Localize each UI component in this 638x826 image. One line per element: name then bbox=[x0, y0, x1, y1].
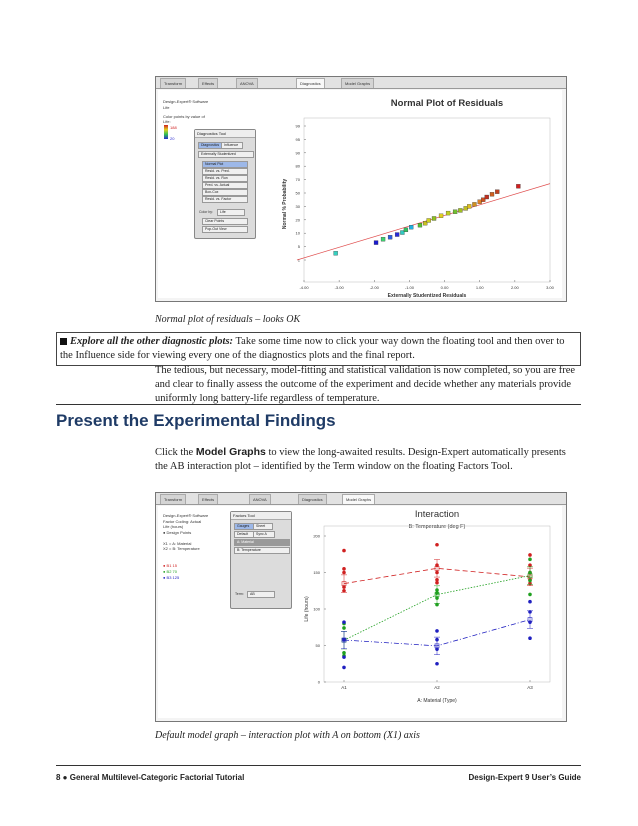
residual-point bbox=[516, 184, 520, 188]
residual-point bbox=[395, 233, 399, 237]
y-tick-label: 5 bbox=[297, 244, 300, 250]
resid-vs-run-button[interactable]: Resid. vs. Run bbox=[202, 175, 248, 182]
model-info-line: ● Design Points bbox=[163, 529, 192, 535]
x-tick-label: 1.00 bbox=[475, 285, 484, 290]
color-points-label: Color points by value of bbox=[163, 114, 205, 119]
residual-point bbox=[418, 223, 422, 227]
design-point bbox=[435, 603, 439, 607]
y-tick-label: 90 bbox=[295, 150, 300, 156]
tab-effects[interactable]: Effects bbox=[198, 78, 218, 88]
term-label: Term: bbox=[235, 592, 244, 596]
residual-point bbox=[490, 192, 494, 196]
x-axis-label: Externally Studentized Residuals bbox=[387, 293, 467, 298]
tab-effects-2[interactable]: Effects bbox=[198, 494, 218, 504]
legend-label: B2 70 bbox=[166, 569, 177, 574]
pred-vs-actual-button[interactable]: Pred. vs. Actual bbox=[202, 182, 248, 189]
caption-normal-plot: Normal plot of residuals – looks OK bbox=[155, 314, 301, 325]
para2-bold: Model Graphs bbox=[195, 446, 266, 458]
x-tick-label: -1.00 bbox=[404, 285, 414, 290]
tab-model-graphs[interactable]: Model Graphs bbox=[341, 78, 374, 88]
design-point bbox=[342, 666, 346, 670]
box-cox-button[interactable]: Box-Cox bbox=[202, 189, 248, 196]
residual-point bbox=[485, 195, 489, 199]
x-tick-label: -4.00 bbox=[299, 285, 309, 290]
model-info bbox=[163, 513, 208, 552]
tab-diagnostics[interactable]: Diagnostics bbox=[296, 78, 325, 88]
y-axis-label: Life (hours) bbox=[304, 596, 310, 622]
y-tick-label: 30 bbox=[295, 203, 300, 209]
residual-point bbox=[472, 202, 476, 206]
y-tick-label: 95 bbox=[295, 136, 300, 142]
tab-anova[interactable]: ANOVA bbox=[236, 78, 258, 88]
model-info-line: Life (hours) bbox=[163, 524, 184, 529]
color-var-label: Life: bbox=[163, 119, 171, 124]
design-point bbox=[528, 600, 532, 604]
para2-post: to view the long-awaited results. Design-Expert automatically presents the AB interaction plot – identified by the Term window on the floating Factors Tool. bbox=[155, 447, 566, 472]
tip-icon bbox=[60, 338, 67, 345]
residual-point bbox=[453, 210, 457, 214]
residual-point bbox=[467, 204, 471, 208]
x-tick-label: 0.00 bbox=[440, 285, 449, 290]
design-point bbox=[528, 553, 532, 557]
tip-title: Explore all the other diagnostic plots: bbox=[70, 336, 234, 347]
interaction-chart bbox=[286, 506, 562, 718]
model-info-line: Design-Expert® Software bbox=[163, 513, 209, 518]
residual-point bbox=[381, 237, 385, 241]
factor-a-row[interactable]: A: Material bbox=[234, 539, 290, 546]
y-tick-label: 80 bbox=[295, 163, 300, 169]
y-tick-label: 70 bbox=[295, 177, 300, 183]
clear-points-button[interactable]: Clear Points bbox=[202, 218, 248, 225]
legend-dot-icon: ● bbox=[163, 569, 167, 574]
design-point bbox=[342, 567, 346, 571]
color-by-label: Color by: bbox=[199, 210, 214, 214]
y-tick-label: 200 bbox=[313, 533, 320, 539]
y-axis-label: Normal % Probability bbox=[282, 178, 288, 230]
y-tick-label: 150 bbox=[313, 570, 320, 575]
x-tick-label: 2.00 bbox=[510, 285, 519, 290]
factors-tool-title: Factors Tool bbox=[231, 512, 291, 520]
residual-point bbox=[404, 228, 408, 232]
residual-type-select[interactable]: Externally Studentized bbox=[198, 151, 254, 158]
y-tick-label: 10 bbox=[295, 230, 300, 236]
normal-plot-frame bbox=[304, 118, 550, 282]
footer-left: 8 ● General Multilevel-Categoric Factorial Tutorial bbox=[56, 773, 245, 782]
design-point bbox=[342, 655, 346, 659]
design-point bbox=[342, 571, 346, 575]
design-point bbox=[435, 662, 439, 666]
normal-plot-chart bbox=[276, 90, 562, 298]
design-point bbox=[342, 620, 346, 624]
design-point bbox=[528, 620, 532, 624]
resid-vs-factor-button[interactable]: Resid. vs. Factor bbox=[202, 196, 248, 203]
normal-plot-title: Normal Plot of Residuals bbox=[390, 98, 504, 109]
color-legend-bar bbox=[164, 125, 168, 139]
interaction-legend bbox=[163, 563, 179, 581]
caption-interaction-plot: Default model graph – interaction plot with A on bottom (X1) axis bbox=[155, 730, 420, 741]
design-point bbox=[435, 571, 439, 575]
design-point bbox=[435, 638, 439, 642]
x-tick-label: A3 bbox=[527, 685, 533, 690]
design-point bbox=[342, 585, 346, 589]
residual-point bbox=[458, 208, 462, 212]
section-heading: Present the Experimental Findings bbox=[56, 411, 336, 430]
residual-point bbox=[446, 211, 450, 215]
section-divider bbox=[56, 404, 581, 405]
x-tick-label: -2.00 bbox=[369, 285, 379, 290]
resid-vs-pred-button[interactable]: Resid. vs. Pred. bbox=[202, 168, 248, 175]
tab-diagnostics-tool[interactable]: Diagnostics bbox=[198, 142, 222, 149]
y-tick-label: 100 bbox=[313, 606, 320, 612]
residual-point bbox=[409, 225, 413, 229]
tab-bar-2 bbox=[156, 493, 566, 505]
tab-influence[interactable]: Influence bbox=[221, 142, 243, 149]
tab-anova-2[interactable]: ANOVA bbox=[249, 494, 271, 504]
residual-point bbox=[432, 216, 436, 220]
paragraph-model-graphs bbox=[155, 445, 580, 474]
design-point bbox=[435, 591, 439, 595]
design-point bbox=[528, 579, 532, 583]
factor-b-row[interactable]: B: Temperature bbox=[234, 547, 290, 554]
y-tick-label: 99 bbox=[295, 123, 300, 129]
design-point bbox=[528, 563, 532, 567]
paragraph-validation: The tedious, but necessary, model-fitting and statistical validation is now completed, so you are free and clear to finally assess the outcome of the experiment and decide whether any materials provide uniformly long battery-life regardless of temperature. bbox=[155, 365, 576, 404]
tip-text: Take some time now to click your way down the floating tool and then over to the Influence side for viewing every one of the diagnostics plots and the final report. bbox=[60, 336, 565, 361]
x-axis-label: A: Material (Type) bbox=[417, 698, 457, 704]
residual-point bbox=[388, 235, 392, 239]
tab-model-graphs-2[interactable]: Model Graphs bbox=[342, 494, 375, 504]
x-tick-label: -3.00 bbox=[334, 285, 344, 290]
design-point bbox=[435, 596, 439, 600]
legend-label: B3 125 bbox=[166, 575, 180, 580]
model-info-line: Factor Coding: Actual bbox=[163, 518, 202, 524]
para2-pre: Click the bbox=[155, 447, 196, 458]
model-graphs-screenshot bbox=[155, 492, 567, 722]
color-by-select[interactable]: Life bbox=[217, 209, 245, 216]
x-tick-label: A2 bbox=[434, 685, 440, 690]
legend-dot-icon: ● bbox=[163, 563, 167, 568]
design-point bbox=[528, 571, 532, 575]
interaction-title: Interaction bbox=[414, 509, 460, 520]
residual-point bbox=[495, 190, 499, 194]
design-point bbox=[342, 589, 346, 593]
default-button[interactable]: Default bbox=[234, 531, 256, 538]
design-point bbox=[435, 543, 439, 547]
tab-bar bbox=[156, 77, 566, 89]
x-tick-label: 3.00 bbox=[546, 285, 554, 290]
design-point bbox=[528, 558, 532, 562]
model-info-line: X1 = A: Material bbox=[163, 540, 192, 546]
diagnostics-screenshot bbox=[155, 76, 567, 302]
residual-point bbox=[439, 214, 443, 218]
y-tick-label: 50 bbox=[295, 190, 300, 196]
design-point bbox=[342, 626, 346, 630]
design-point bbox=[528, 636, 532, 640]
x-tick-label: A1 bbox=[341, 685, 347, 690]
footer-right: Design-Expert 9 User’s Guide bbox=[468, 773, 581, 782]
legend-label: B1 15 bbox=[166, 563, 177, 568]
residual-point bbox=[427, 218, 431, 222]
design-point bbox=[528, 610, 532, 614]
tab-transform-2[interactable]: Transform bbox=[160, 494, 186, 504]
tab-transform[interactable]: Transform bbox=[160, 78, 186, 88]
model-info-line: X2 = B: Temperature bbox=[163, 546, 200, 551]
legend-entry bbox=[163, 575, 179, 581]
tab-sheet[interactable]: Sheet bbox=[253, 523, 273, 530]
design-point bbox=[435, 578, 439, 582]
tip-box bbox=[56, 332, 581, 366]
design-point bbox=[528, 593, 532, 597]
interaction-subtitle: B: Temperature (deg F) bbox=[408, 524, 466, 530]
tab-diagnostics-2[interactable]: Diagnostics bbox=[298, 494, 327, 504]
diagnostics-tool-title: Diagnostics Tool bbox=[195, 130, 255, 138]
response-label: Life bbox=[163, 105, 170, 110]
legend-dot-icon: ● bbox=[163, 575, 167, 580]
software-label: Design-Expert® Software bbox=[163, 99, 209, 104]
design-point bbox=[342, 549, 346, 553]
tab-gauges[interactable]: Gauges bbox=[234, 523, 256, 530]
pop-out-view-button[interactable]: Pop-Out View bbox=[202, 226, 248, 233]
diagnostics-tool bbox=[194, 129, 256, 239]
legend-high: 188 bbox=[170, 125, 177, 130]
y-tick-label: 1 bbox=[297, 257, 300, 263]
y-tick-label: 0 bbox=[317, 679, 320, 685]
footer-divider bbox=[56, 765, 581, 766]
design-point bbox=[342, 638, 346, 642]
normal-plot-button[interactable]: Normal Plot bbox=[202, 161, 248, 168]
factors-tool bbox=[230, 511, 292, 609]
residual-point bbox=[334, 251, 338, 255]
design-point bbox=[435, 563, 439, 567]
residual-point bbox=[374, 241, 378, 245]
y-tick-label: 20 bbox=[295, 217, 300, 223]
sync-a-button[interactable]: Sync A bbox=[253, 531, 275, 538]
legend-low: 20 bbox=[170, 136, 175, 141]
design-point bbox=[435, 629, 439, 633]
term-select[interactable]: AB bbox=[247, 591, 275, 598]
y-tick-label: 50 bbox=[315, 643, 320, 648]
design-point bbox=[435, 647, 439, 651]
